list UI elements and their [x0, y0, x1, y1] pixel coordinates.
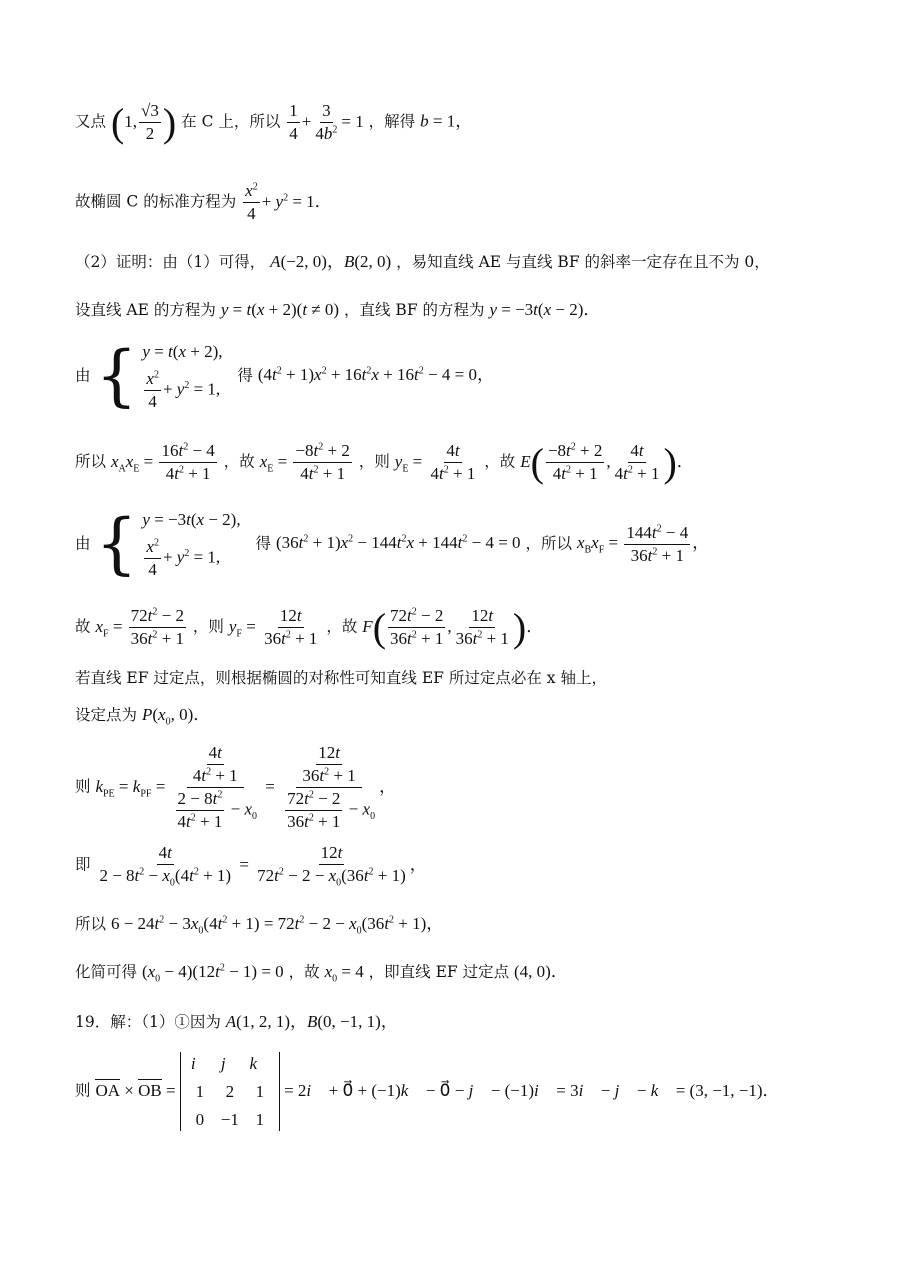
- text: 所以: [75, 915, 107, 933]
- text: ，易知直线 AE 与直线 BF 的斜率一定存在且不为 0，: [396, 253, 770, 271]
- text: （2）证明：由（1）可得，: [75, 253, 266, 271]
- text: ，故: [223, 452, 255, 471]
- text: ，直线 BF 的方程为: [344, 301, 485, 319]
- solution-line-1: [75, 100, 860, 145]
- math-result: b = 1，: [420, 111, 473, 131]
- math-quadratic: $(36t^2 + 1)x^2 - 144t^2x + 144t^2 - 4 = 0$: [275, 533, 521, 553]
- text: ，解得: [368, 112, 416, 131]
- text: 设直线 AE 的方程为: [75, 301, 216, 319]
- math-points: A(1, 2, 1)，B(0, −1, 1)，: [225, 1012, 398, 1031]
- solution-line-14: [75, 960, 860, 986]
- text: ，即直线 EF 过定点: [368, 963, 510, 981]
- text: 由: [75, 534, 91, 553]
- solution-line-6: [75, 440, 860, 485]
- solution-system-2: [75, 505, 860, 583]
- text: 又点: [75, 112, 107, 131]
- math-cross-product: OA × OB = i⃗ j⃗ k⃗ 1 2 1 0 −1 1 = 2i⃗ + 0⃗ + (−1)k⃗ − 0⃗ − j⃗ − (−1)i⃗ = 3i⃗ − j⃗ − k⃗ = (3, −1, −1)．: [95, 1081, 779, 1100]
- text: ，故: [326, 617, 358, 636]
- text: 19．解：（1）①因为: [75, 1013, 221, 1031]
- text: 在 C 上，所以: [181, 112, 281, 131]
- math-equation: $6 - 24t^2 - 3x_0(4t^2 + 1) = 72t^2 - 2 - x_0(36t^2 + 1)$，: [110, 914, 444, 937]
- text: 得: [237, 366, 253, 385]
- solution-line-16: [75, 1052, 860, 1131]
- solution-line-8: [75, 605, 860, 650]
- math-line-bf: y = −3t(x − 2)．: [489, 300, 601, 319]
- solution-line-3: [75, 250, 860, 274]
- solution-line-12: [75, 842, 860, 889]
- math-slopes: $k_{PE} = k_{PF}$ = $\frac{4t}{4t^2 + 1}$ $\frac{2 - 8t^2}{4t^2 + 1}$ − $x_0$ = $\frac{12t}{36t^2 + 1}$ $\frac{72t^2 - 2}{36t^2 + 1}$ − $x_0$ ，: [95, 743, 397, 832]
- math-equation: $\frac{1}{4}$ + $\frac{3}{4b^2}$ = 1: [289, 101, 364, 144]
- brace: {: [95, 505, 138, 583]
- math-xe: $x_E$ = $\frac{-8t^2 + 2}{4t^2 + 1}$: [259, 441, 350, 484]
- text: ，所以: [525, 534, 573, 553]
- text: ，则: [192, 617, 224, 636]
- solution-line-2: [75, 180, 860, 225]
- text: 由: [75, 366, 91, 385]
- system-equations: y = t(x + 2), $\frac{x^2}{4}$ + $y^2 = 1$,: [142, 342, 223, 411]
- math-ye: $y_E$ = $\frac{4t}{4t^2 + 1}$: [394, 441, 476, 484]
- math-product: $x_Bx_F$ = $\frac{144t^2 - 4}{36t^2 + 1}$ ，: [576, 522, 710, 566]
- math-equality: $\frac{4t}{2 - 8t^2 - x_0(4t^2 + 1)}$ = $\frac{12t}{72t^2 - 2 - x_0(36t^2 + 1)}$ ，: [99, 843, 427, 889]
- text: 所以: [75, 452, 107, 471]
- solution-line-11: [75, 742, 860, 833]
- brace: {: [95, 337, 138, 415]
- math-product: $x_Ax_E$ = $\frac{16t^2 - 4}{4t^2 + 1}$: [110, 441, 215, 484]
- math-point-f: F( $\frac{72t^2 - 2}{36t^2 + 1}$ , $\frac{12t}{36t^2 + 1}$ )．: [362, 604, 544, 650]
- solution-line-9: [75, 668, 860, 690]
- solution-line-4: [75, 298, 860, 322]
- text: ，则: [358, 452, 390, 471]
- text: ，故: [484, 452, 516, 471]
- math-fixed-point: (4, 0)．: [514, 962, 568, 981]
- text: 则: [75, 1081, 91, 1100]
- math-point-p: $P(x_0$, 0)．: [141, 705, 211, 728]
- text: 设定点为: [75, 706, 138, 724]
- math-quadratic: $(4t^2 + 1)x^2 + 16t^2x + 16t^2 - 4 = 0$，: [257, 365, 494, 385]
- math-line-ae: y = t(x + 2)(t ≠ 0): [220, 300, 340, 319]
- solution-system-1: [75, 337, 860, 415]
- math-xf: $x_F$ = $\frac{72t^2 - 2}{36t^2 + 1}$: [95, 606, 184, 649]
- math-yf: $y_F$ = $\frac{12t}{36t^2 + 1}$: [228, 606, 318, 649]
- solution-line-10: [75, 703, 860, 729]
- text: 得: [255, 534, 272, 553]
- solution-line-13: [75, 912, 860, 938]
- text: 若直线 EF 过定点，则根据椭圆的对称性可知直线 EF 所过定点必在 x 轴上，: [75, 669, 607, 687]
- text: 故椭圆 C 的标准方程为: [75, 192, 237, 211]
- math-point-e: E( $\frac{-8t^2 + 2}{4t^2 + 1}$ , $\frac{4t}{4t^2 + 1}$ )．: [520, 439, 694, 485]
- solution-line-15: [75, 1010, 860, 1034]
- text: 则: [75, 777, 91, 796]
- system-equations: y = −3t(x − 2), $\frac{x^2}{4}$ + $y^2 = 1$,: [142, 510, 241, 579]
- math-x0: $x_0 = 4$: [324, 962, 364, 985]
- math-factored: $(x_0 - 4)(12t^2 - 1) = 0$: [141, 962, 284, 985]
- text: 即: [75, 855, 91, 874]
- math-equation: $\frac{x^2}{4}$ + $y^2 = 1$．: [245, 181, 332, 224]
- determinant: i⃗ j⃗ k⃗ 1 2 1 0 −1 1: [180, 1052, 280, 1131]
- math-point: (1, $\frac{√3}{2}$ ): [110, 99, 177, 145]
- math-points: A(−2, 0)，B(2, 0): [270, 252, 392, 271]
- text: 化简可得: [75, 963, 138, 981]
- text: 故: [75, 617, 91, 636]
- text: ，故: [288, 963, 320, 981]
